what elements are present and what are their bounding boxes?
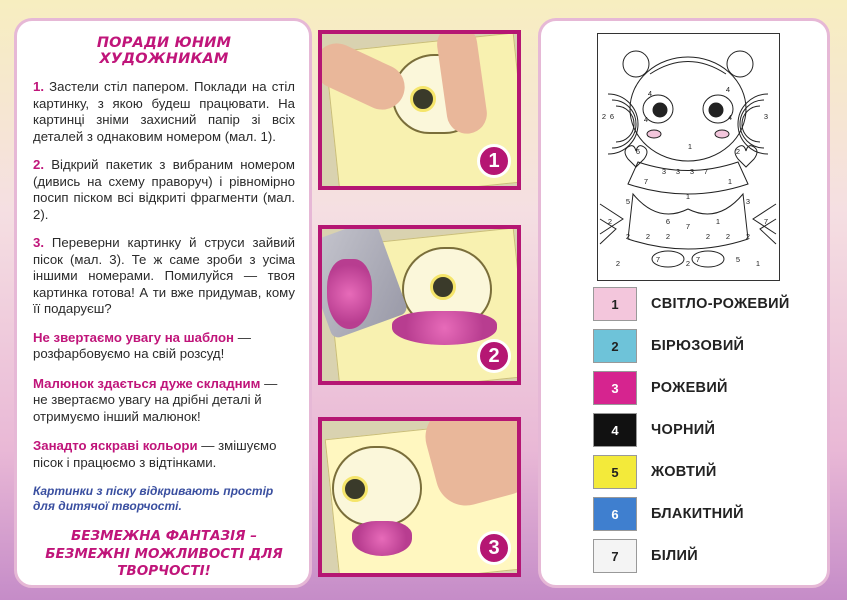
template-region-number: 7 [763, 217, 769, 226]
template-region-number: 2 [665, 232, 671, 241]
template-region-number: 6 [635, 147, 641, 156]
template-region-number: 5 [625, 197, 631, 206]
template-region-number: 1 [755, 259, 761, 268]
color-label-4: ЧОРНИЙ [651, 422, 716, 438]
template-region-number: 3 [661, 167, 667, 176]
color-label-1: СВІТЛО-РОЖЕВИЙ [651, 296, 790, 312]
tip-colors [33, 438, 295, 471]
template-region-number: 1 [685, 192, 691, 201]
tip-complex [33, 376, 295, 426]
template-region-number: 5 [735, 255, 741, 264]
step-photo-2 [318, 225, 521, 385]
color-swatch-5: 5 [593, 455, 637, 489]
step-2-number: 2. [33, 157, 44, 172]
color-label-5: ЖОВТИЙ [651, 464, 717, 480]
template-region-number: 3 [763, 112, 769, 121]
tip-template [33, 330, 295, 363]
template-region-number: 1 [727, 177, 733, 186]
step-badge-3: 3 [477, 531, 511, 565]
step-photo-1 [318, 30, 521, 190]
tip-complex-highlight: Малюнок здається дуже складним [33, 375, 261, 391]
tip-template-text: — розфарбовуємо на свій розсуд! [33, 329, 251, 361]
step-2 [33, 157, 295, 223]
color-swatch-2: 2 [593, 329, 637, 363]
step-badge-2: 2 [477, 339, 511, 373]
coloring-template [597, 33, 780, 281]
pink-sand-patch [392, 311, 497, 345]
color-palette [593, 283, 790, 577]
step-3-text: Переверни картинку й струси зайвий пісок (мал. 3). Те ж саме зроби з усіма іншими номерами. Помилуйся — твоя картинка готова! А ти вже придумав, кому її подаруєш? [33, 235, 295, 316]
pink-sand-patch [352, 521, 412, 556]
panda-eye [342, 476, 368, 502]
template-region-number: 2 [735, 147, 741, 156]
template-region-number: 2 [625, 232, 631, 241]
palette-row-5 [593, 451, 790, 493]
color-swatch-7: 7 [593, 539, 637, 573]
template-region-number: 7 [685, 222, 691, 231]
template-region-number: 1 [715, 217, 721, 226]
template-region-number: 6 [609, 112, 615, 121]
color-swatch-1: 1 [593, 287, 637, 321]
color-swatch-3: 3 [593, 371, 637, 405]
template-region-number: 2 [601, 112, 607, 121]
template-region-number: 7 [643, 177, 649, 186]
template-region-number: 2 [725, 232, 731, 241]
step-1-text: Застели стіл папером. Поклади на стіл картинку, з якою будеш працювати. На картинці зніми захисний папір зі всіх деталей з однаковим номером (мал. 1). [33, 79, 295, 144]
color-label-6: БЛАКИТНИЙ [651, 506, 744, 522]
color-label-3: РОЖЕВИЙ [651, 380, 728, 396]
palette-row-4 [593, 409, 790, 451]
palette-row-1 [593, 283, 790, 325]
step-2-text: Відкрий пакетик з вибраним номером (дивись на схему праворуч) і рівномірно посип піском всі відкриті фрагменти (мал. 2). [33, 157, 295, 222]
template-region-number: 3 [675, 167, 681, 176]
step-1-number: 1. [33, 79, 44, 94]
color-key-panel [538, 18, 830, 588]
panda-eye [430, 274, 456, 300]
color-swatch-4: 4 [593, 413, 637, 447]
color-swatch-6: 6 [593, 497, 637, 531]
template-region-number: 2 [705, 232, 711, 241]
template-region-number: 7 [655, 255, 661, 264]
color-label-7: БІЛИЙ [651, 548, 698, 564]
tip-template-highlight: Не звертаємо увагу на шаблон [33, 329, 235, 345]
step-1 [33, 79, 295, 145]
step-3 [33, 235, 295, 318]
template-region-number: 3 [745, 197, 751, 206]
palette-row-6 [593, 493, 790, 535]
step-3-number: 3. [33, 235, 44, 250]
instructions-title: ПОРАДИ ЮНИМ ХУДОЖНИКАМ [96, 35, 232, 67]
template-region-number: 2 [607, 217, 613, 226]
template-region-number: 7 [695, 255, 701, 264]
instructions-panel [14, 18, 312, 588]
tip-complex-text: — не звертаємо увагу на дрібні деталі й отримуємо інший малюнок! [33, 375, 278, 424]
template-region-number: 6 [665, 217, 671, 226]
template-region-number: 2 [615, 259, 621, 268]
slogan: БЕЗМЕЖНА ФАНТАЗІЯ – БЕЗМЕЖНІ МОЖЛИВОСТІ ДЛЯ ТВОРЧОСТІ! [45, 528, 283, 580]
template-region-number: 2 [685, 259, 691, 268]
template-region-number: 4 [643, 115, 649, 124]
palette-row-2 [593, 325, 790, 367]
color-label-2: БІРЮЗОВИЙ [651, 338, 745, 354]
template-region-number: 4 [647, 89, 653, 98]
template-region-number: 4 [725, 85, 731, 94]
template-region-number: 2 [745, 232, 751, 241]
template-region-number: 7 [703, 167, 709, 176]
pouring-sand [327, 259, 372, 329]
template-region-number: 4 [727, 113, 733, 122]
template-region-number: 1 [687, 142, 693, 151]
palette-row-7 [593, 535, 790, 577]
template-region-number: 3 [689, 167, 695, 176]
promo-text: Картинки з піску відкривають простір для дитячої творчості. [33, 484, 274, 513]
step-badge-1: 1 [477, 144, 511, 178]
panda-eye [410, 86, 436, 112]
tip-colors-text: — змішуємо пісок і працюємо з відтінками. [33, 438, 277, 470]
palette-row-3 [593, 367, 790, 409]
step-photo-3 [318, 417, 521, 577]
template-region-number: 2 [645, 232, 651, 241]
panda-coloring-outline [598, 34, 778, 279]
tip-colors-highlight: Занадто яскраві кольори [33, 438, 198, 453]
